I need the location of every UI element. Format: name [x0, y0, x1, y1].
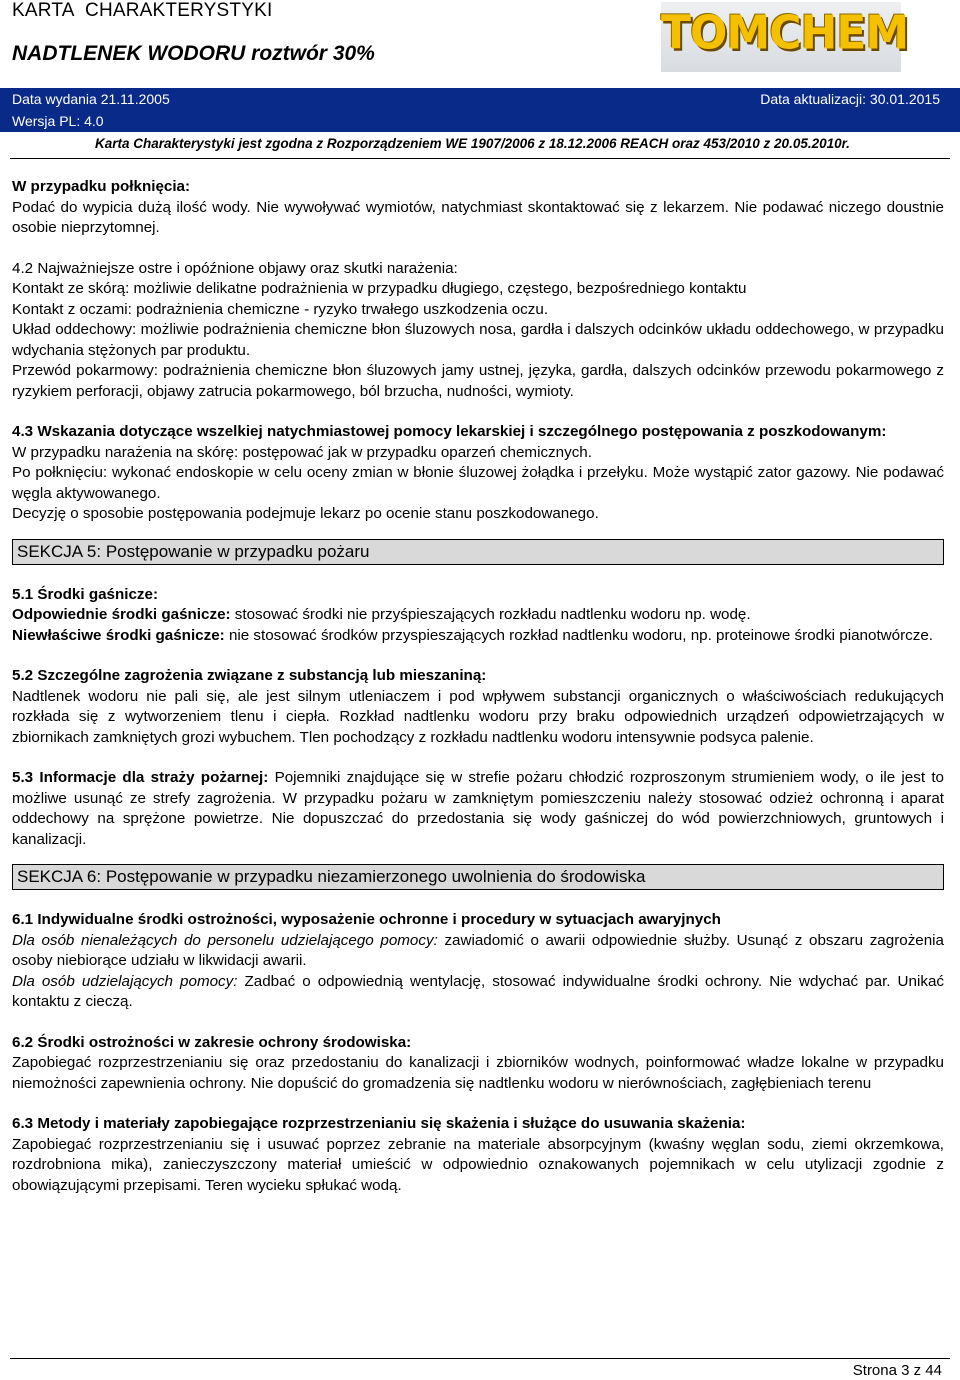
s42-respiratory: Układ oddechowy: możliwie podrażnienia chemiczne błon śluzowych nosa, gardła i dalszych odcinków układu oddechowego, w przypadku wdychania stężonych par produktu. — [12, 321, 944, 359]
section-6-header: SEKCJA 6: Postępowanie w przypadku niezamierzonego uwolnienia do środowiska — [12, 864, 944, 890]
s53-text: Pojemniki znajdujące się w strefie pożaru chłodzić rozproszonym strumieniem wody, o ile jest to możliwe usunąć ze strefy zagrożenia. W przypadku pożaru w zamkniętym pomieszczeniu należy stosować odzież ochronną i aparat oddechowy na sprężone powietrze. Nie dopuszczać do przedostania się wody gaśniczej do wód powierzchniowych, gruntowych i kanalizacji. — [12, 769, 944, 848]
s51-proper — [12, 605, 944, 626]
s51-improper-text: nie stosować środków przyspieszających rozkład nadtlenku wodoru, np. proteinowe środki pianotwórcze. — [224, 626, 933, 644]
s53-label: 5.3 Informacje dla straży pożarnej: — [12, 769, 269, 786]
s52-text: Nadtlenek wodoru nie pali się, ale jest silnym utleniaczem i pod wpływem substancji organicznych o właściwościach redukujących rozkłada się z wytworzeniem tlenu i ciepła. Rozkład nadtlenku wodoru przy braku odpowiednich urządzeń odpowietrzających w zbiornikach zamkniętych grozi wybuchem. Tlen pochodzący z rozkładu nadtlenku wodoru intensywnie podsyca palenie. — [12, 687, 944, 746]
s61-em-text: Zadbać o odpowiednią wentylację, stosować indywidualne środki ochrony. Nie wdychać par. Unikać kontaktu z cieczą. — [12, 972, 944, 1010]
footer-divider — [10, 1358, 950, 1359]
update-date: Data aktualizacji: 30.01.2015 — [760, 91, 940, 107]
dates-bar — [0, 88, 960, 110]
s42-heading: 4.2 Najważniejsze ostre i opóźnione objawy oraz skutki narażenia: — [12, 259, 458, 277]
s62-text: Zapobiegać rozprzestrzenianiu się oraz przedostaniu do kanalizacji i zbiorników wodnych, poinformować władze lokalne w przypadku niemożności zapewnienia ochrony. Nie dopuścić do gromadzenia się nadtlenku wodoru w nierównościach, zagłębieniach terenu — [12, 1054, 944, 1092]
page-number: Strona 3 z 44 — [852, 1362, 942, 1379]
logo-text: TOMCHEM — [661, 6, 909, 61]
s61-non-emergency — [12, 931, 944, 972]
s43-swallow: Po połknięciu: wykonać endoskopie w celu oceny zmian w błonie śluzowej żołądka i przełyku. Może wystąpić zator gazowy. Nie podawać węgla aktywowanego. — [12, 464, 944, 502]
version-bar — [0, 110, 960, 132]
s63-heading: 6.3 Metody i materiały zapobiegające rozprzestrzenianiu się skażenia i służące do usuwania skażenia: — [12, 1115, 746, 1132]
swallow-heading: W przypadku połknięcia: — [12, 178, 191, 195]
compliance-note: Karta Charakterystyki jest zgodna z Rozporządzeniem WE 1907/2006 z 18.12.2006 REACH oraz 453/2010 z 20.05.2010r. — [95, 136, 850, 151]
s61-nonem-label: Dla osób nienależących do personelu udzielającego pomocy: — [12, 931, 438, 949]
document-type: KARTA CHARAKTERYSTYKI — [12, 0, 273, 21]
s61-emergency — [12, 972, 944, 1013]
swallow-text: Podać do wypicia dużą ilość wody. Nie wywoływać wymiotów, natychmiast skontaktować się z lekarzem. Nie podawać niczego doustnie osobie nieprzytomnej. — [12, 198, 944, 236]
s51-improper — [12, 626, 944, 647]
s42-eyes: Kontakt z oczami: podrażnienia chemiczne - ryzyko trwałego uszkodzenia oczu. — [12, 300, 549, 318]
s43-decision: Decyzję o sposobie postępowania podejmuje lekarz po ocenie stanu poszkodowanego. — [12, 505, 599, 522]
company-logo — [661, 2, 909, 72]
s63-text: Zapobiegać rozprzestrzenianiu się i usuwać poprzez zebranie na materiale absorpcyjnym (kwaśny węglan sodu, ziemi okrzemkowa, rozdrobniona mika), zanieczyszczony materiał umieścić w odpowiednio oznakowanych pojemnikach w celu utylizacji zgodnie z obowiązującymi przepisami. Teren wycieku spłukać wodą. — [12, 1135, 944, 1194]
version: Wersja PL: 4.0 — [12, 113, 104, 129]
s61-nonem-text: zawiadomić o awarii odpowiednie służby. Usunąć z obszaru zagrożenia osoby niebiorące udziału w likwidacji awarii. — [12, 931, 945, 969]
s43-skin: W przypadku narażenia na skórę: postępować jak w przypadku oparzeń chemicznych. — [12, 443, 592, 461]
s42-digestive: Przewód pokarmowy: podrażnienia chemiczne błon śluzowych jamy ustnej, języka, gardła, dalszych odcinków przewodu pokarmowego z ryzykiem perforacji, objawy zatrucia pokarmowego, ból brzucha, nudności, wymioty. — [12, 362, 944, 400]
product-name: NADTLENEK WODORU roztwór 30% — [12, 42, 375, 65]
s51-proper-text: stosować środki nie przyśpieszających rozkładu nadtlenku wodoru np. wodę. — [230, 606, 751, 623]
s61-em-label: Dla osób udzielających pomocy: — [12, 972, 238, 990]
s62-heading: 6.2 Środki ostrożności w zakresie ochrony środowiska: — [12, 1033, 412, 1051]
s43-heading: 4.3 Wskazania dotyczące wszelkiej natychmiastowej pomocy lekarskiej i szczególnego postępowania z poszkodowanym: — [12, 423, 887, 440]
document-body — [12, 177, 944, 1196]
s53 — [12, 768, 944, 850]
s52-heading: 5.2 Szczególne zagrożenia związane z substancją lub mieszaniną: — [12, 667, 487, 684]
s51-improper-label: Niewłaściwe środki gaśnicze: — [12, 626, 225, 644]
s51-proper-label: Odpowiednie środki gaśnicze: — [12, 606, 231, 623]
s51-heading: 5.1 Środki gaśnicze: — [12, 585, 159, 603]
section-5-header: SEKCJA 5: Postępowanie w przypadku pożaru — [12, 539, 944, 565]
issue-date: Data wydania 21.11.2005 — [12, 91, 170, 107]
header-divider — [10, 158, 950, 159]
s42-skin: Kontakt ze skórą: możliwie delikatne podrażnienia w przypadku długiego, częstego, bezpośredniego kontaktu — [12, 280, 747, 297]
s61-heading: 6.1 Indywidualne środki ostrożności, wyposażenie ochronne i procedury w sytuacjach awaryjnych — [12, 911, 721, 928]
